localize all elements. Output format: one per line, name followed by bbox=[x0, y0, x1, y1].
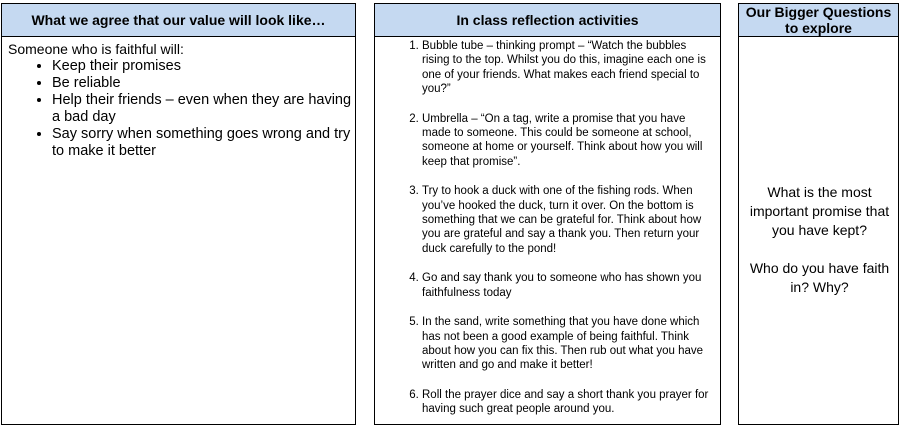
list-item: • Keep their promises bbox=[52, 58, 352, 75]
questions-panel bbox=[738, 36, 899, 425]
list-item: • Help their friends – even when they are having a bad day bbox=[52, 92, 352, 126]
values-panel bbox=[1, 36, 356, 425]
list-item: 4. Go and say thank you to someone who has shown you faithfulness today bbox=[422, 271, 712, 300]
values-header: What we agree that our value will look like… bbox=[1, 3, 356, 37]
values-lead: Someone who is faithful will: bbox=[8, 41, 184, 57]
values-list bbox=[2, 58, 352, 160]
list-item: 3. Try to hook a duck with one of the fishing rods. When you’ve hooked the duck, turn it over. On the bottom is something that we can be grateful for. Think about how you are grateful and say a thank you. Then return your duck carefully to the pond! bbox=[422, 184, 712, 256]
activities-header: In class reflection activities bbox=[374, 3, 721, 37]
activities-list bbox=[375, 39, 712, 425]
activities-panel bbox=[374, 36, 721, 425]
list-item: 2. Umbrella – “On a tag, write a promise that you have made to someone. This could be someone at school, someone at home or yourself. Think about how you will keep that promise”. bbox=[422, 112, 712, 170]
question-text: What is the most important promise that you have kept? bbox=[749, 184, 890, 238]
questions-header: Our Bigger Questions to explore bbox=[738, 3, 899, 37]
list-item: 6. Roll the prayer dice and say a short thank you prayer for having such great people around you. bbox=[422, 388, 712, 417]
question-text: Who do you have faith in? Why? bbox=[749, 260, 890, 295]
list-item: 5. In the sand, write something that you have done which has not been a good example of being faithful. Think about how you can fix this. Then rub out what you have written and go and make it better! bbox=[422, 315, 712, 373]
list-item: • Say sorry when something goes wrong and try to make it better bbox=[52, 126, 352, 160]
list-item: 1. Bubble tube – thinking prompt – “Watch the bubbles rising to the top. Whilst you do this, imagine each one is one of your friends. What makes each friend special to you?” bbox=[422, 39, 712, 97]
list-item: • Be reliable bbox=[52, 75, 352, 92]
